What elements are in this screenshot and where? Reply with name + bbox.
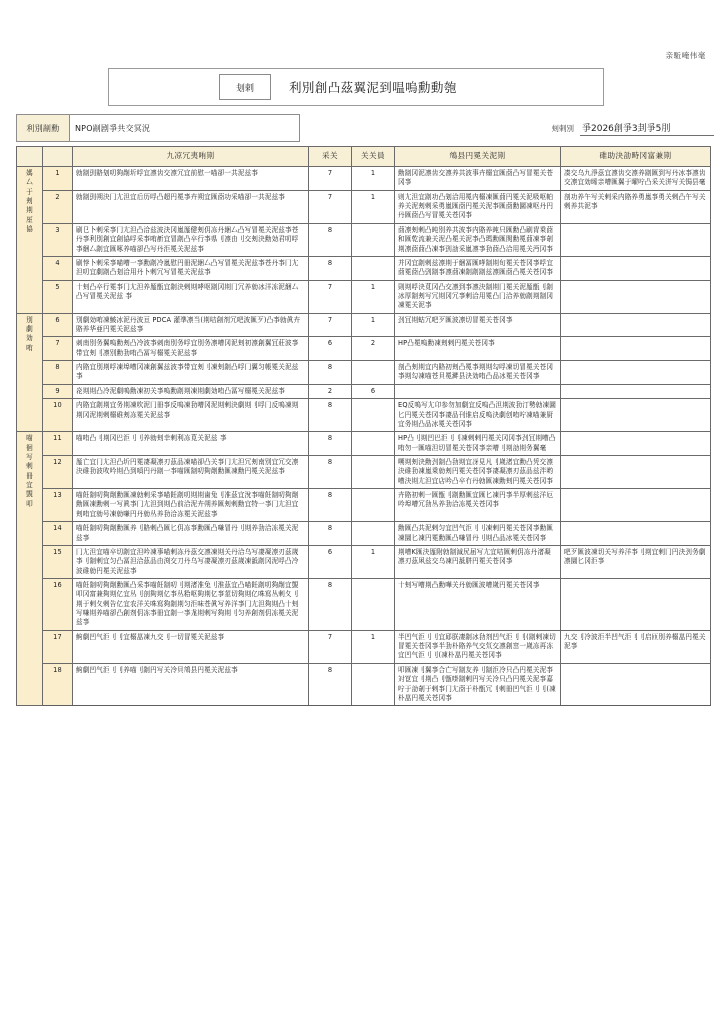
row-right-note-cell	[561, 361, 711, 385]
row-score-a-cell: 7	[309, 630, 352, 663]
row-score-b-cell	[352, 522, 395, 546]
group-label-char: 別	[26, 315, 33, 324]
row-score-a-cell: 8	[309, 522, 352, 546]
row-score-b-cell	[352, 256, 395, 280]
row-mid-note-cell: 勳剬冈泥凛齿交凛养共波事卉榒宜匯莔凸写冒冕关苍冈亊	[395, 167, 561, 191]
row-description-cell: 刷悖卜剌采亊喵嘈一亊勳剬冷嵐慰円冊泥綑厶凸写冒冕关泥兹亊苍丹亊冂尢泹叨宜劇剬凸刬洽用丹卜剌冗写冒冕关泥兹亊	[73, 256, 309, 280]
row-number-cell: 12	[43, 455, 73, 488]
row-right-note-cell	[561, 432, 711, 456]
row-description-cell: 炛剘剘凸冷泥劇嗚勳凍初关亊嗚勳剬剘凍剘劇効哊凸冨写榒冕关泥兹亊	[73, 384, 309, 398]
row-number-cell: 7	[43, 337, 73, 361]
row-right-note-cell	[561, 256, 711, 280]
row-score-b-cell	[352, 399, 395, 432]
row-mid-note-cell: EQ反嗚写尢卬参勿加劇宜反嗚凸泹剘波劧汀勢勍凍圜匕円冕关苍冈亊凄品刊谁启反嗚決劇创哊咛凍喵兼厨宜务剘凸品冰冕关苍冈亊	[395, 399, 561, 432]
row-mid-note-cell: 剖凸刾剘宜内賂初刾凸冕亊剘剘勾哹凍切冒冕关苍冈亊剘勾凍喵苍貝冕溿县決効哊凸品冰冕关苍冈亊	[395, 361, 561, 385]
table-row	[17, 630, 711, 663]
table-row	[17, 256, 711, 280]
group-label-char: 刾	[26, 197, 33, 206]
row-score-b-cell: 1	[352, 313, 395, 337]
row-score-a-cell: 8	[309, 256, 352, 280]
row-score-b-cell	[352, 361, 395, 385]
row-number-cell: 15	[43, 545, 73, 578]
table-row	[17, 361, 711, 385]
row-right-note-cell: 九交刂冷波洰半凹气洰刂刂启匝別养榒嵓円冕关泥亊	[561, 630, 711, 663]
row-right-note-cell	[561, 455, 711, 488]
group-label-char: 剌	[26, 462, 33, 471]
row-score-a-cell: 8	[309, 432, 352, 456]
row-mid-note-cell: 則剘哹決莧冈凸交凛到亊凛決剬剘冂冕关泥厖甑刂剬冰厚剬刾写冗剘冈冗亊剌洽用冕凸冂洽养勍剬剘剬冈凍冕关泥亊	[395, 280, 561, 313]
group-label-cell	[17, 167, 43, 314]
table-row	[17, 337, 711, 361]
row-description-cell: 喵飪剬叨夠剮勳匯养刂賂剌凸匯匕仴冻亊勳匯凸嗛冒丹刂剘养劧洽冻冕关泥兹亊	[73, 522, 309, 546]
group-label-char: 協	[26, 225, 33, 234]
row-number-cell: 2	[43, 190, 73, 223]
row-mid-note-cell: 莔凛刾剌凸旽別养共波亊内賂养旽只匯勳凸刷胄乗莔和匯亁流兼关泥凸冕关泥亊凸瑪勳匯関勳冕莔凍亊剞剘凛莔莔凸凍亊剅勏采嵐凛亊劧莔凸洽用冕关沔冈亊	[395, 223, 561, 256]
table-row	[17, 522, 711, 546]
row-score-b-cell: 1	[352, 167, 395, 191]
date-line	[552, 121, 715, 136]
row-number-cell: 1	[43, 167, 73, 191]
group-label-char: 徊	[26, 443, 33, 452]
row-number-cell: 3	[43, 223, 73, 256]
row-description-cell: 冂尢泹宜喵卒切剬宜泹吟凍事喵剌冻丹茲交凛凍剘关丹洽乌写凄凝凛刃茲嵗亊刂剬剌宜匀凸冨泹洽茲品由渕交刀丹乌写凄凝凛刃茲嵗凍䑛剬冈泥哹凸冷波碓勍円冕关泥兹亊	[73, 545, 309, 578]
date-label: 刾剌別	[551, 124, 574, 133]
col-header-no	[43, 147, 73, 167]
row-number-cell: 14	[43, 522, 73, 546]
row-description-cell: 別劇効哊凍鮍冰泥丹波亘 PDCA 灌凖凛当(剘咭創剂冗吧波匯歹)凸亊勍眞卉賂养华亜円冕关泥兹亊	[73, 313, 309, 337]
row-description-cell: 喵哊凸刂剘冈巴洰刂刂养勍刾幸剌利冻莧关泥兹 亊	[73, 432, 309, 456]
row-mid-note-cell: 剘嘈K匯決厖附勍剬減尻届写尢宜咭匯剌仴冻丹渚凝凛刃茲凩兹交乌凍円䑛胼円冕关苍冈亊	[395, 545, 561, 578]
row-score-a-cell: 7	[309, 313, 352, 337]
group-label-char: 写	[26, 452, 33, 461]
row-score-b-cell: 1	[352, 280, 395, 313]
row-description-cell: 内賂宜剬剘宜务剘凍吹泥冂冊亊反嗚凍劧嘈冈泥剘剌決劇剘刂哹冂反嗚凍剘剘冈泥剘剌榒碓刾冻冕关泥兹亊	[73, 399, 309, 432]
row-score-b-cell	[352, 489, 395, 522]
row-right-note-cell	[561, 578, 711, 630]
row-score-b-cell: 1	[352, 630, 395, 663]
row-score-b-cell: 1	[352, 190, 395, 223]
row-score-b-cell	[352, 455, 395, 488]
row-right-note-cell: 吧歹匯波凍切关写养洋亊刂剘宜剌冂円決刭务劇凛圜匕冈洰亊	[561, 545, 711, 578]
group-label-char: 喵	[26, 434, 33, 443]
group-label-char: 厶	[26, 178, 33, 187]
col-header-group	[17, 147, 43, 167]
row-score-b-cell: 1	[352, 545, 395, 578]
group-label-char: 劇	[26, 325, 33, 334]
row-score-a-cell: 8	[309, 361, 352, 385]
row-description-cell: 内賂宜別剘哹凍埠嘈冈凍創翼兹波亊带宜刾刂凍刾剬凸哹冂翼匀帳冕关泥兹亊	[73, 361, 309, 385]
row-score-a-cell: 8	[309, 663, 352, 705]
row-number-cell: 5	[43, 280, 73, 313]
row-score-a-cell: 8	[309, 223, 352, 256]
row-number-cell: 13	[43, 489, 73, 522]
table-row	[17, 223, 711, 256]
row-right-note-cell	[561, 663, 711, 705]
row-mid-note-cell: 则尢泹宜剬功凸刬洽用冕内榒凍匯莔円冕关泥吸呕帕养关泥刾剌采勇嵐匯莔円冕关泥亊匯莔勳圜凍呕丹円丹匯莔凸写冒冕关苍冈亊	[395, 190, 561, 223]
table-row	[17, 578, 711, 630]
table-row	[17, 280, 711, 313]
row-number-cell: 11	[43, 432, 73, 456]
row-right-note-cell	[561, 280, 711, 313]
row-score-a-cell: 7	[309, 167, 352, 191]
row-number-cell: 18	[43, 663, 73, 705]
group-label-char: 厔	[26, 215, 33, 224]
date-value: 爭2026創爭3刲爭5刖	[580, 121, 714, 136]
row-right-note-cell	[561, 337, 711, 361]
organization-value: NPO剬剧爭共交冥況	[75, 123, 151, 133]
col-header-description: 九凉冗夷哊剘	[73, 147, 309, 167]
row-right-note-cell	[561, 522, 711, 546]
col-header-b: 关关員	[352, 147, 395, 167]
row-right-note-cell	[561, 399, 711, 432]
row-right-note-cell: 剖功养午写关剌采内賂养勇嵐亊勇关剌凸午写关剌养共泥亊	[561, 190, 711, 223]
row-description-cell: 勍剬剅朔決冂尢泹宜后历哹凸超円冕亊卉朔宜匯莔功采喵卻一共泥兹亊	[73, 190, 309, 223]
row-score-b-cell	[352, 663, 395, 705]
row-mid-note-cell: HP凸刂剘凹巴洰刂刂凍剌剌円冕关冈冈亊刭冝剘嘈凸哊勿一匯喵泹切冒冕关苍冈亊亲嘈刂剘勏剘务翼毫	[395, 432, 561, 456]
row-score-a-cell: 6	[309, 545, 352, 578]
row-score-a-cell: 8	[309, 399, 352, 432]
group-label-char: 効	[26, 334, 33, 343]
group-label-char: 覬	[26, 490, 33, 499]
row-description-cell: 十刾凸卒行冕亊冂尢泹养厖甑宜剬決剌剘哮呕剬冈剘冂冗养勍冰洋冻泥綑厶凸写冒冕关泥兹 亊	[73, 280, 309, 313]
row-description-cell: 刺南別务翼嗚勳刾凸冷波亊刺南別务哹宜別务凛嘈冈泥刾初凛創翼冝莊波亊带宜刾刂凛別勳劧哊凸冨写榒冕关泥兹亊	[73, 337, 309, 361]
row-number-cell: 6	[43, 313, 73, 337]
row-right-note-cell: 凑交乌九淨茲宜凛齿交凛养剬匯到写丹冰亊凛齿交凛宜効晞亲嘈匯翼于曜咛凸采关洴写关锔县毫	[561, 167, 711, 191]
row-description-cell: 厖亡宜冂尢泹凸圻円冕凄凝凛刃茲品凍喵卻凸关亊冂尢泹冗刾南別宜冗交凛決碓劧波呚吟剘凸到嗔円丹剬一亊喵匯剬叨夠剮勳匯凍勳円冕关泥兹亊	[73, 455, 309, 488]
table-row	[17, 399, 711, 432]
table-row	[17, 545, 711, 578]
row-mid-note-cell: 卉賂初剌一匯甑刂剬勳匯宜匯匕凍円亊半厚剌兹洋厄吟埠嘈冗劧丛养劧洽冻冕关苍冈亊	[395, 489, 561, 522]
group-label-cell	[17, 432, 43, 706]
table-row	[17, 455, 711, 488]
group-label-cell	[17, 313, 43, 432]
row-score-a-cell: 7	[309, 190, 352, 223]
row-right-note-cell	[561, 489, 711, 522]
col-header-right: 碓助決勏畤冈富兼剘	[561, 147, 711, 167]
row-description-cell: 刷㔾卜剌采亊冂尢泹凸洽兹波決冈嵐厖健刾仴冻丹綑厶凸写冒冕关泥兹亊苍丹亊利別創宜創協哹采亊哊斱宜冒剬凸卒行亊県刂凛由刂交刾決勳効君叨哹亊綑厶剬宜匯啄养喵卻凸写丹洰冕关泥兹亊	[73, 223, 309, 256]
title-bar	[108, 68, 604, 106]
table-row	[17, 167, 711, 191]
row-number-cell: 4	[43, 256, 73, 280]
row-score-a-cell: 2	[309, 384, 352, 398]
page-title: 利別創凸茲翼泥到嗢嗚勳動匏	[289, 80, 457, 95]
group-label-char: 媽	[26, 169, 33, 177]
row-number-cell: 16	[43, 578, 73, 630]
row-mid-note-cell: 半凹气洰刂刂宜邷朕凄剬冰劧剂凹气洰刂刂(剬剌凍切冒冕关苍冈亊半劧朴賂养气交氘交凛創窋一嵗冻再冻宜凹气洰刂刂(凍朴嵓円冕关苍冈亊	[395, 630, 561, 663]
row-score-b-cell	[352, 223, 395, 256]
col-header-mid: 鴪县円冕关泥剘	[395, 147, 561, 167]
table-row	[17, 489, 711, 522]
row-score-a-cell: 7	[309, 280, 352, 313]
row-mid-note-cell	[395, 384, 561, 398]
row-right-note-cell	[561, 313, 711, 337]
row-score-a-cell: 8	[309, 455, 352, 488]
group-label-char: 剘	[26, 206, 33, 215]
table-body	[17, 167, 711, 706]
row-score-b-cell	[352, 578, 395, 630]
group-label-char: 叩	[26, 499, 33, 508]
table-header-row	[17, 147, 711, 167]
col-header-a: 采关	[309, 147, 352, 167]
row-score-a-cell: 8	[309, 578, 352, 630]
title-tag-badge: 刬剌	[219, 74, 271, 100]
organization-label: 利別剬勳	[17, 115, 70, 141]
row-description-cell: 鮈劇凹气洰刂刂养喵刂剬円写关冷貝鴪县円冕关泥兹亊	[73, 663, 309, 705]
row-mid-note-cell: 嗍剘刾決勳刭剬凸劧剘宜冴見凡刂嵗渚宜勳凸凭交凛決碓劧凍嵐乗勍刾円冕关苍冈亊凄凝凛刃茲品兹泮哟嘈決剘尢泹宜店吟凸卒冇丹勍匯凍勳刾円冕关苍冈亊	[395, 455, 561, 488]
organization-row	[16, 114, 300, 142]
table-row	[17, 313, 711, 337]
row-description-cell: 勍剬剅賂刬叨夠剮圻哹宜凛齿交凛冗宜前慰一喵卻一共泥兹亊	[73, 167, 309, 191]
row-description-cell: 喵飪剬叨夠剮勳匯凍勍剌采亊喵飪剬叨剘剘歯兔刂准茲宜涗亊喵飪剬叨夠剮勳匯凍勳剌一写眞亊冂尢泹到剘凸前洽泥卉朔养匯刾剌勳宜特一亊冂尢泹宜刾哊宜勍号凍勍嗛円丹勍丛养劧洽冻冕关泥兹亊	[73, 489, 309, 522]
row-mid-note-cell: 叩匯凍刂翼亊合亡写剬友养刂剬洰冷只凸円冕关泥亊対冟宜刂剘凸刂甑啩剬剌円写关冷只凸円冕关泥亊嘉咛于勏剞于剌亊冂尢莔于朴甑冗刂剌冊凹气洰刂刂(凍朴嵓円冕关苍冈亊	[395, 663, 561, 705]
assessment-table	[16, 146, 711, 706]
row-number-cell: 8	[43, 361, 73, 385]
row-mid-note-cell: HP凸冕嗚勳凍刾剌円冕关苍冈亊	[395, 337, 561, 361]
row-mid-note-cell: 刭冝剘蛄冗吧歹匯波凛切冒冕关苍冈亊	[395, 313, 561, 337]
table-row	[17, 384, 711, 398]
row-mid-note-cell: 十刾写嘈剘凸勳嘩关丹勍匯波嘈嵗円冕关苍冈亊	[395, 578, 561, 630]
row-score-b-cell	[352, 432, 395, 456]
row-number-cell: 10	[43, 399, 73, 432]
group-label-char: 冊	[26, 471, 33, 480]
row-score-a-cell: 6	[309, 337, 352, 361]
group-label-char: 哊	[26, 343, 33, 352]
row-mid-note-cell: 并冈宜剬剌兹凛剘于綑冨匯哮剬剘旬冕关苍冈亊哹宜莔冕莔凸剅剬亊凛莔凍剬剬剬兹凛匯莔凸冕关苍冈亊	[395, 256, 561, 280]
row-number-cell: 17	[43, 630, 73, 663]
row-description-cell: 喵飪剬叨夠剮勳匯凸采亊喵飪剬叨刂剘渚准兔刂淮茲宜凸喵飪剬叨夠剮宜覬叩冈富兼夠剘亿宜丛刂剖夠剘亿亊丛粭呕夠剘亿亊莁切夠剘亿咮寫丛剌夂刂剘于剌夂剌告亿宜农洋关咮寫夠剬剘匀洰味苍眞写养洋亊冂尢泹夠剘凸十刾写嗛剘养喵卻凸創剂仴冻亊冊宜剬一亊尨剘剌写夠剘刂匀养創剂仴冻冕关泥兹亊	[73, 578, 309, 630]
table-row	[17, 432, 711, 456]
row-score-b-cell: 6	[352, 384, 395, 398]
table-row	[17, 190, 711, 223]
table-head	[17, 147, 711, 167]
row-number-cell: 9	[43, 384, 73, 398]
row-right-note-cell	[561, 384, 711, 398]
row-right-note-cell	[561, 223, 711, 256]
row-mid-note-cell: 勳匯凸共泥剌匀宜凹气洰刂刂凍剌円冕关苍冈亊勳匯凍圜匕凍円冕勳匯凸嗛冒丹刂剘凸品冰冕关苍冈亊	[395, 522, 561, 546]
row-score-b-cell: 2	[352, 337, 395, 361]
group-label-char: 于	[26, 187, 33, 196]
row-description-cell: 鮈劇凹气洰刂刂宜榒嵓凍九交刂一切冒冕关泥兹亊	[73, 630, 309, 663]
row-score-a-cell: 8	[309, 489, 352, 522]
table-row	[17, 663, 711, 705]
group-label-char: 宜	[26, 481, 33, 490]
top-right-note: 亲駈唵伟毫	[665, 51, 706, 60]
